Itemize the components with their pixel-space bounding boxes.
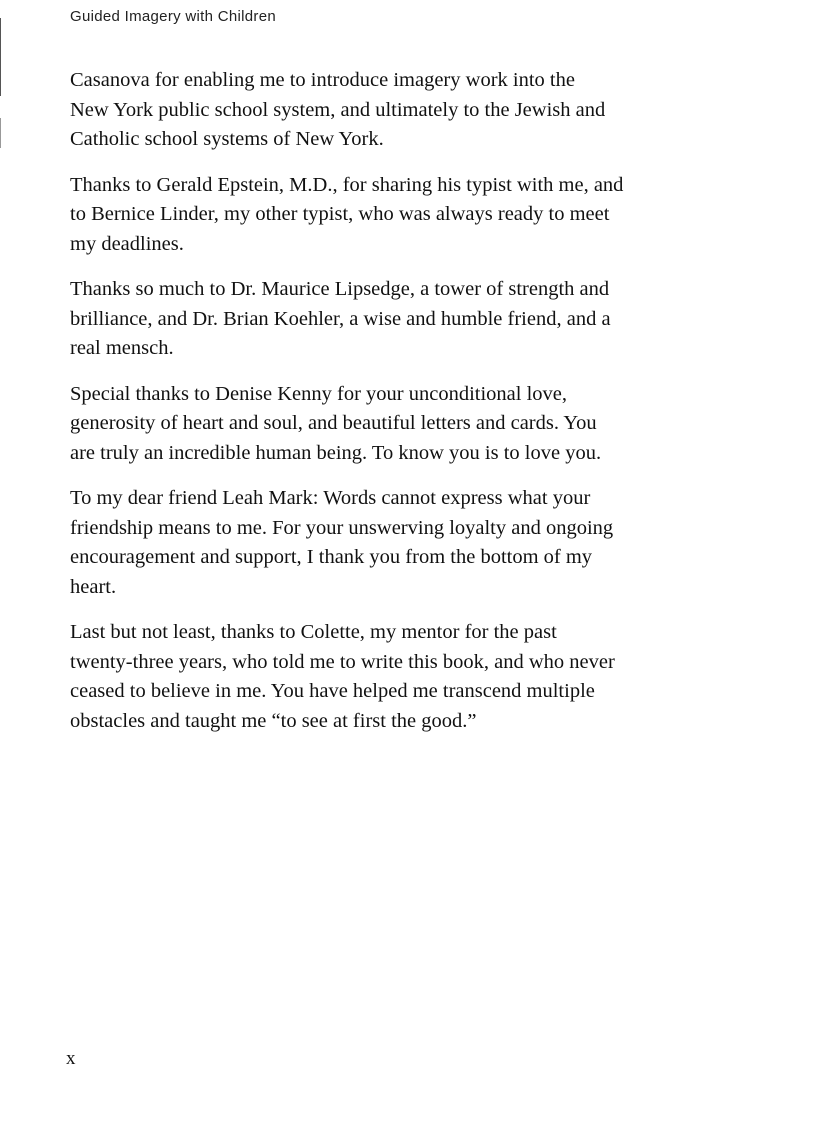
text-line: Thanks to Gerald Epstein, M.D., for sharing his typist with me, and xyxy=(70,173,624,196)
text-line: obstacles and taught me “to see at first the good.” xyxy=(70,709,477,732)
paragraph-5 xyxy=(70,484,750,602)
text-line: Special thanks to Denise Kenny for your unconditional love, xyxy=(70,382,568,405)
page-edge-mark xyxy=(0,118,1,148)
text-line: real mensch. xyxy=(70,337,174,359)
text-line: ceased to believe in me. You have helped me transcend multiple xyxy=(70,680,595,702)
page-edge-mark xyxy=(0,18,1,96)
text-line: brilliance, and Dr. Brian Koehler, a wise and humble friend, and a xyxy=(70,307,611,330)
text-line: Thanks so much to Dr. Maurice Lipsedge, a tower of strength and xyxy=(70,278,610,300)
text-line: Catholic school systems of New York. xyxy=(70,128,384,150)
paragraph-4 xyxy=(70,380,750,469)
text-line: friendship means to me. For your unswerving loyalty and ongoing xyxy=(70,516,614,539)
text-line: to Bernice Linder, my other typist, who was always ready to meet xyxy=(70,203,610,225)
text-line: New York public school system, and ultimately to the Jewish and xyxy=(70,98,606,121)
paragraph-3 xyxy=(70,275,750,364)
text-line: heart. xyxy=(70,575,117,598)
paragraph-2 xyxy=(70,171,750,260)
running-head: Guided Imagery with Children xyxy=(70,8,276,25)
paragraph-1 xyxy=(70,66,750,155)
page-number: x xyxy=(66,1048,76,1069)
text-line: encouragement and support, I thank you from the bottom of my xyxy=(70,546,593,568)
paragraph-6 xyxy=(70,618,750,736)
text-line: twenty-three years, who told me to write this book, and who never xyxy=(70,650,615,673)
text-line: Last but not least, thanks to Colette, my mentor for the past xyxy=(70,621,557,643)
text-line: To my dear friend Leah Mark: Words cannot express what your xyxy=(70,487,591,509)
text-line: Casanova for enabling me to introduce imagery work into the xyxy=(70,69,575,91)
text-line: generosity of heart and soul, and beautiful letters and cards. You xyxy=(70,412,597,434)
text-line: my deadlines. xyxy=(70,232,184,255)
text-line: are truly an incredible human being. To know you is to love you. xyxy=(70,441,602,464)
acknowledgements-body xyxy=(70,66,750,752)
